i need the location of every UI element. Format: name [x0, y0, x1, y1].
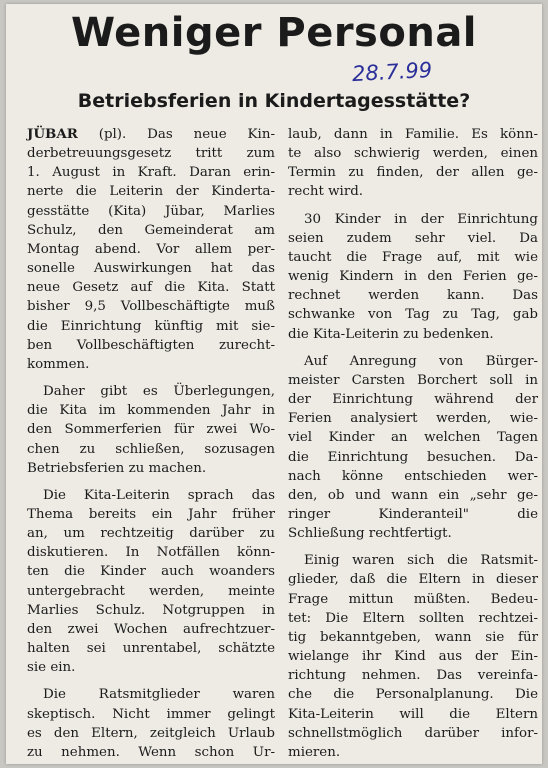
text-line: taucht die Frage auf, mit wie: [288, 249, 538, 265]
text-line: wenig Kindern in den Ferien ge-: [288, 269, 538, 285]
text-line: gesstätte (Kita) Jübar, Marlies: [27, 203, 275, 219]
text-line: zu nehmen. Wenn schon Ur-: [27, 744, 275, 760]
article-column-left: [27, 125, 275, 762]
text-line: Marlies Schulz. Notgruppen in: [27, 602, 275, 618]
text-line: 30 Kinder in der Einrichtung: [304, 211, 538, 227]
text-line: Frage mittun müßten. Bedeu-: [288, 591, 538, 607]
text-line: tet: Die Eltern sollten rechtzei-: [288, 610, 538, 626]
text-line: skeptisch. Nicht immer gelingt: [27, 706, 275, 722]
text-line: rechnet werden kann. Das: [288, 288, 538, 304]
text-line: schnellstmöglich darüber infor-: [288, 725, 538, 741]
text-line: Einig waren sich die Ratsmit-: [304, 553, 538, 569]
paragraph-gap: [27, 374, 275, 382]
text-line: den Sommerferien für zwei Wo-: [27, 422, 275, 438]
text-line: sie ein.: [27, 660, 76, 676]
text-line: Daher gibt es Überlegungen,: [43, 384, 275, 400]
text-line: Termin zu finden, der allen ge-: [288, 165, 538, 181]
text-line: nach könne entschieden wer-: [288, 468, 538, 484]
paragraph-gap: [27, 677, 275, 685]
text-line: JÜBAR (pl). Das neue Kin-: [27, 126, 275, 142]
text-line: der Einrichtung während der: [288, 392, 538, 408]
text-line: die Einrichtung besuchen. Da-: [288, 449, 538, 465]
text-line: halten sei unrentabel, schätzte: [27, 641, 275, 657]
text-line: te also schwierig werden, einen: [288, 146, 538, 162]
text-line: wielange ihr Kind aus der Ein-: [288, 649, 538, 665]
text-line: sonelle Auswirkungen hat das: [27, 261, 275, 277]
paragraph-gap: [288, 344, 538, 352]
text-line: schwanke von Tag zu Tag, gab: [288, 307, 538, 323]
paragraph-gap: [27, 478, 275, 486]
text-line: es den Eltern, zeitgleich Urlaub: [27, 725, 275, 741]
text-line: untergebracht werden, meinte: [27, 583, 275, 599]
text-line: ringer Kinderanteil" die: [288, 506, 538, 522]
text-line: Die Ratsmitglieder waren: [43, 687, 275, 703]
text-line: glieder, daß die Eltern in dieser: [288, 572, 538, 588]
text-line: die Einrichtung künftig mit sie-: [27, 318, 275, 334]
handwritten-date: 28.7.99: [351, 57, 433, 87]
text-line: Die Kita-Leiterin sprach das: [43, 487, 275, 503]
text-line: seien zudem sehr viel. Da: [288, 230, 538, 246]
dateline-place: JÜBAR: [27, 126, 78, 142]
text-line: viel Kinder an welchen Tagen: [288, 430, 538, 446]
text-line: laub, dann in Familie. Es könn-: [288, 127, 538, 142]
text-line: Montag abend. Vor allem per-: [27, 241, 275, 257]
text-line: den zwei Wochen aufrechtzuer-: [27, 621, 275, 637]
article-column-right: [288, 125, 538, 762]
text-line: Ferien analysiert werden, wie-: [288, 411, 538, 427]
text-line: kommen.: [27, 356, 90, 372]
text-line: nerte die Leiterin der Kinderta-: [27, 184, 275, 200]
subheadline: Betriebsferien in Kindertagesstätte?: [77, 90, 471, 112]
paragraph-gap: [288, 202, 538, 210]
text-line: mieren.: [288, 744, 341, 760]
text-line: neue Gesetz auf die Kita. Statt: [27, 280, 275, 296]
text-line: ben Vollbeschäftigten zurecht-: [27, 337, 275, 353]
text-line: recht wird.: [288, 184, 364, 200]
text-line: Schließung rechtfertigt.: [288, 526, 452, 542]
text-line: ten die Kinder auch woanders: [27, 564, 275, 580]
text-line: derbetreuungsgesetz tritt zum: [27, 146, 275, 162]
text-line: die Kita im kommenden Jahr in: [27, 403, 275, 419]
text-line: die Kita-Leiterin zu bedenken.: [288, 326, 494, 342]
text-line: Thema bereits ein Jahr früher: [27, 506, 275, 522]
text-line: Schulz, den Gemeinderat am: [27, 222, 275, 238]
text-line: Betriebsferien zu machen.: [27, 460, 207, 476]
text-line: Kita-Leiterin will die Eltern: [288, 706, 538, 722]
text-line: che die Personalplanung. Die: [288, 687, 538, 703]
text-line: den, ob und wann ein „sehr ge-: [288, 487, 538, 503]
headline: Weniger Personal: [70, 10, 478, 56]
text-line: tig bekanntgeben, wann sie für: [288, 629, 538, 645]
text-line: Auf Anregung von Bürger-: [304, 353, 538, 369]
text-line: richtung nehmen. Das vereinfa-: [288, 668, 538, 684]
paragraph-gap: [288, 543, 538, 551]
text-line: 1. August in Kraft. Daran erin-: [27, 165, 275, 181]
text-line: bisher 9,5 Vollbeschäftigte muß: [27, 299, 275, 315]
text-line: an, um rechtzeitig darüber zu: [27, 526, 275, 542]
text-line: meister Carsten Borchert soll in: [288, 372, 538, 388]
text-line: chen zu schließen, sozusagen: [27, 441, 275, 457]
text-line: diskutieren. In Notfällen könn-: [27, 545, 275, 561]
